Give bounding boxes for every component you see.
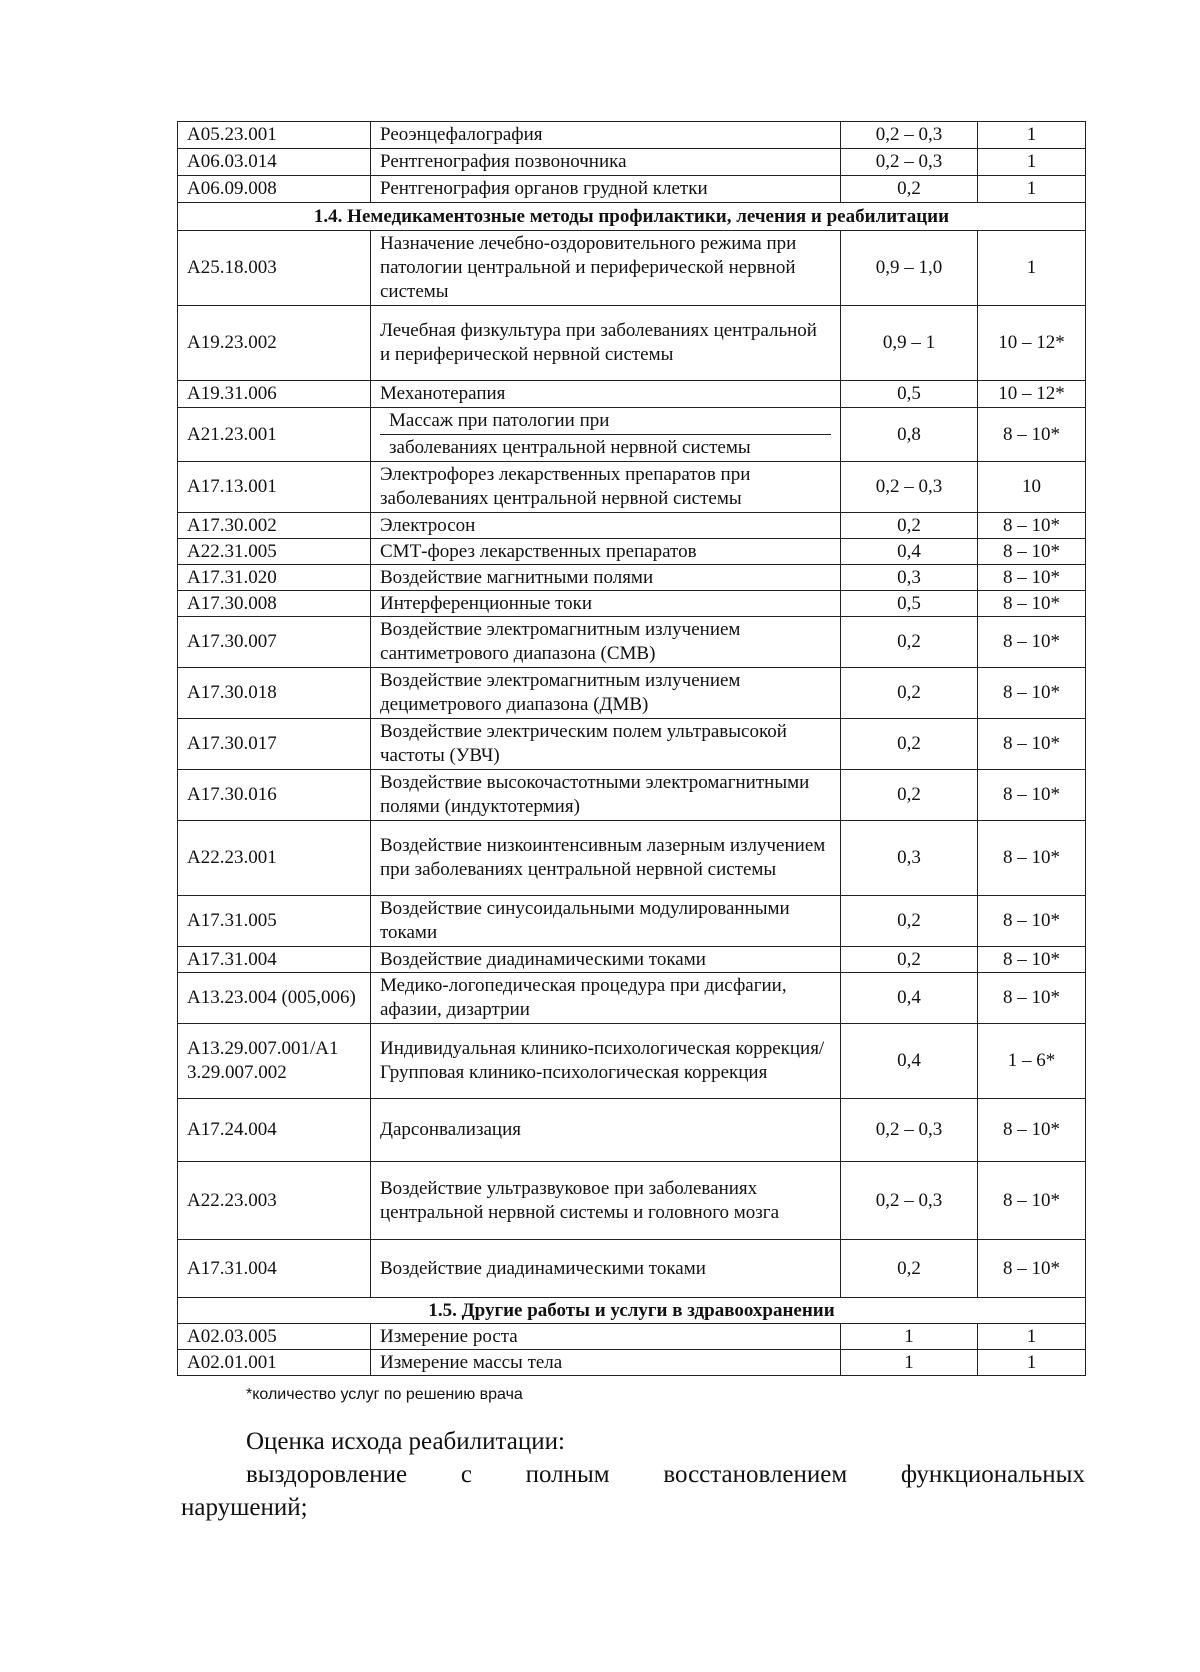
table-row [178,668,1086,719]
outcome-word: с [460,1461,472,1488]
outcome-word: выздоровление [246,1461,408,1488]
outcome-tail: нарушений; [181,1494,308,1521]
multiplicity: 8 – 10* [978,565,1086,591]
service-name: Воздействие высокочастотными электромагнитными полями (индуктотермия) [371,770,841,821]
multiplicity: 8 – 10* [978,1099,1086,1162]
section-heading: 1.4. Немедикаментозные методы профилактики, лечения и реабилитации [178,203,1086,231]
table-row [178,306,1086,381]
multiplicity: 8 – 10* [978,617,1086,668]
table-row [178,565,1086,591]
frequency: 0,2 [841,176,978,203]
service-code: A17.30.007 [178,617,371,668]
table-row [178,617,1086,668]
table-row [178,122,1086,149]
service-name: Рентгенография позвоночника [371,149,841,176]
service-name: Дарсонвализация [371,1099,841,1162]
service-code: A17.30.002 [178,513,371,539]
table-row [178,231,1086,306]
frequency: 0,2 [841,947,978,973]
footnote: *количество услуг по решению врача [246,1386,523,1403]
service-code: A22.23.003 [178,1162,371,1240]
service-name: Воздействие электромагнитным излучением дециметрового диапазона (ДМВ) [371,668,841,719]
table-row [178,462,1086,513]
frequency: 0,4 [841,1024,978,1099]
service-name: Воздействие низкоинтенсивным лазерным излучением при заболеваниях центральной нервной системы [371,821,841,896]
table-row [178,1350,1086,1376]
table-row [178,973,1086,1024]
service-name: Электрофорез лекарственных препаратов при заболеваниях центральной нервной системы [371,462,841,513]
multiplicity: 8 – 10* [978,513,1086,539]
service-name: Воздействие ультразвуковое при заболеваниях центральной нервной системы и головного мозга [371,1162,841,1240]
multiplicity: 8 – 10* [978,719,1086,770]
multiplicity: 1 [978,1350,1086,1376]
frequency: 0,2 [841,719,978,770]
service-code: A17.24.004 [178,1099,371,1162]
frequency: 0,2 – 0,3 [841,149,978,176]
service-name: Воздействие электрическим полем ультравысокой частоты (УВЧ) [371,719,841,770]
service-code: A02.03.005 [178,1324,371,1350]
service-code: A25.18.003 [178,231,371,306]
service-code: A17.30.016 [178,770,371,821]
frequency: 1 [841,1350,978,1376]
frequency: 0,2 [841,1240,978,1298]
service-code: A17.31.004 [178,1240,371,1298]
frequency: 0,4 [841,973,978,1024]
multiplicity: 8 – 10* [978,1240,1086,1298]
table-row [178,770,1086,821]
table-row [178,591,1086,617]
multiplicity: 1 [978,1324,1086,1350]
section-row [178,1298,1086,1324]
frequency: 0,4 [841,539,978,565]
frequency: 0,9 – 1,0 [841,231,978,306]
frequency: 0,2 – 0,3 [841,1099,978,1162]
service-name: Назначение лечебно-оздоровительного режима при патологии центральной и периферической нервной системы [371,231,841,306]
table-row [178,1162,1086,1240]
table-row [178,539,1086,565]
multiplicity: 8 – 10* [978,896,1086,947]
table-row [178,896,1086,947]
frequency: 0,3 [841,821,978,896]
service-code: A22.31.005 [178,539,371,565]
service-name: Воздействие магнитными полями [371,565,841,591]
service-name: Механотерапия [371,381,841,408]
multiplicity: 1 [978,176,1086,203]
service-name-part: заболеваниях центральной нервной системы [389,437,751,458]
frequency: 0,2 [841,770,978,821]
table-row [178,408,1086,462]
frequency: 0,3 [841,565,978,591]
frequency: 0,5 [841,591,978,617]
service-name: Измерение роста [371,1324,841,1350]
multiplicity: 8 – 10* [978,821,1086,896]
table-row [178,513,1086,539]
frequency: 0,2 [841,896,978,947]
table-row [178,947,1086,973]
multiplicity: 1 [978,122,1086,149]
outcome-word: восстановлением [663,1461,848,1488]
service-code: A17.30.018 [178,668,371,719]
frequency: 0,2 [841,668,978,719]
section-heading: 1.5. Другие работы и услуги в здравоохранении [178,1298,1086,1324]
outcome-word: полным [525,1461,610,1488]
table-row [178,1024,1086,1099]
multiplicity: 1 – 6* [978,1024,1086,1099]
section-row [178,203,1086,231]
service-name-split [371,408,841,462]
service-name: Воздействие синусоидальными модулированными токами [371,896,841,947]
outcome-heading: Оценка исхода реабилитации: [246,1428,565,1455]
table-row [178,1099,1086,1162]
table-row [178,1324,1086,1350]
service-name: Медико-логопедическая процедура при дисфагии, афазии, дизартрии [371,973,841,1024]
service-code: A17.31.005 [178,896,371,947]
service-code: A13.29.007.001/A1 3.29.007.002 [178,1024,371,1099]
service-name-part: Массаж при патологии при [380,408,831,435]
service-name: Электросон [371,513,841,539]
service-code: A06.09.008 [178,176,371,203]
service-name: Интерференционные токи [371,591,841,617]
table-row [178,381,1086,408]
outcome-word: функциональных [900,1461,1085,1488]
multiplicity: 10 – 12* [978,306,1086,381]
service-code: A13.23.004 (005,006) [178,973,371,1024]
service-code: A19.31.006 [178,381,371,408]
service-name: Воздействие диадинамическими токами [371,1240,841,1298]
outcome-line [246,1459,1085,1491]
frequency: 0,8 [841,408,978,462]
service-name: СМТ-форез лекарственных препаратов [371,539,841,565]
frequency: 0,2 [841,617,978,668]
multiplicity: 8 – 10* [978,1162,1086,1240]
service-code: A19.23.002 [178,306,371,381]
frequency: 0,2 [841,513,978,539]
multiplicity: 8 – 10* [978,947,1086,973]
service-code: A17.31.004 [178,947,371,973]
service-code: A05.23.001 [178,122,371,149]
multiplicity: 8 – 10* [978,973,1086,1024]
service-code: A06.03.014 [178,149,371,176]
table-row [178,176,1086,203]
service-name: Реоэнцефалография [371,122,841,149]
service-code: A02.01.001 [178,1350,371,1376]
service-name: Воздействие электромагнитным излучением сантиметрового диапазона (СМВ) [371,617,841,668]
multiplicity: 1 [978,149,1086,176]
service-code: A22.23.001 [178,821,371,896]
frequency: 0,2 – 0,3 [841,1162,978,1240]
frequency: 0,2 – 0,3 [841,122,978,149]
service-name: Индивидуальная клинико-психологическая коррекция/Групповая клинико-психологическая коррекция [371,1024,841,1099]
multiplicity: 10 [978,462,1086,513]
service-name: Рентгенография органов грудной клетки [371,176,841,203]
table-row [178,149,1086,176]
multiplicity: 10 – 12* [978,381,1086,408]
service-name: Измерение массы тела [371,1350,841,1376]
multiplicity: 8 – 10* [978,668,1086,719]
multiplicity: 8 – 10* [978,591,1086,617]
frequency: 0,9 – 1 [841,306,978,381]
table-row [178,1240,1086,1298]
service-code: A21.23.001 [178,408,371,462]
service-code: A17.13.001 [178,462,371,513]
service-name: Воздействие диадинамическими токами [371,947,841,973]
multiplicity: 1 [978,231,1086,306]
service-code: A17.30.017 [178,719,371,770]
frequency: 1 [841,1324,978,1350]
table-row [178,719,1086,770]
service-code: A17.31.020 [178,565,371,591]
table-row [178,821,1086,896]
service-name: Лечебная физкультура при заболеваниях центральной и периферической нервной системы [371,306,841,381]
frequency: 0,2 – 0,3 [841,462,978,513]
multiplicity: 8 – 10* [978,539,1086,565]
multiplicity: 8 – 10* [978,408,1086,462]
multiplicity: 8 – 10* [978,770,1086,821]
frequency: 0,5 [841,381,978,408]
service-code: A17.30.008 [178,591,371,617]
services-table [177,121,1086,1376]
